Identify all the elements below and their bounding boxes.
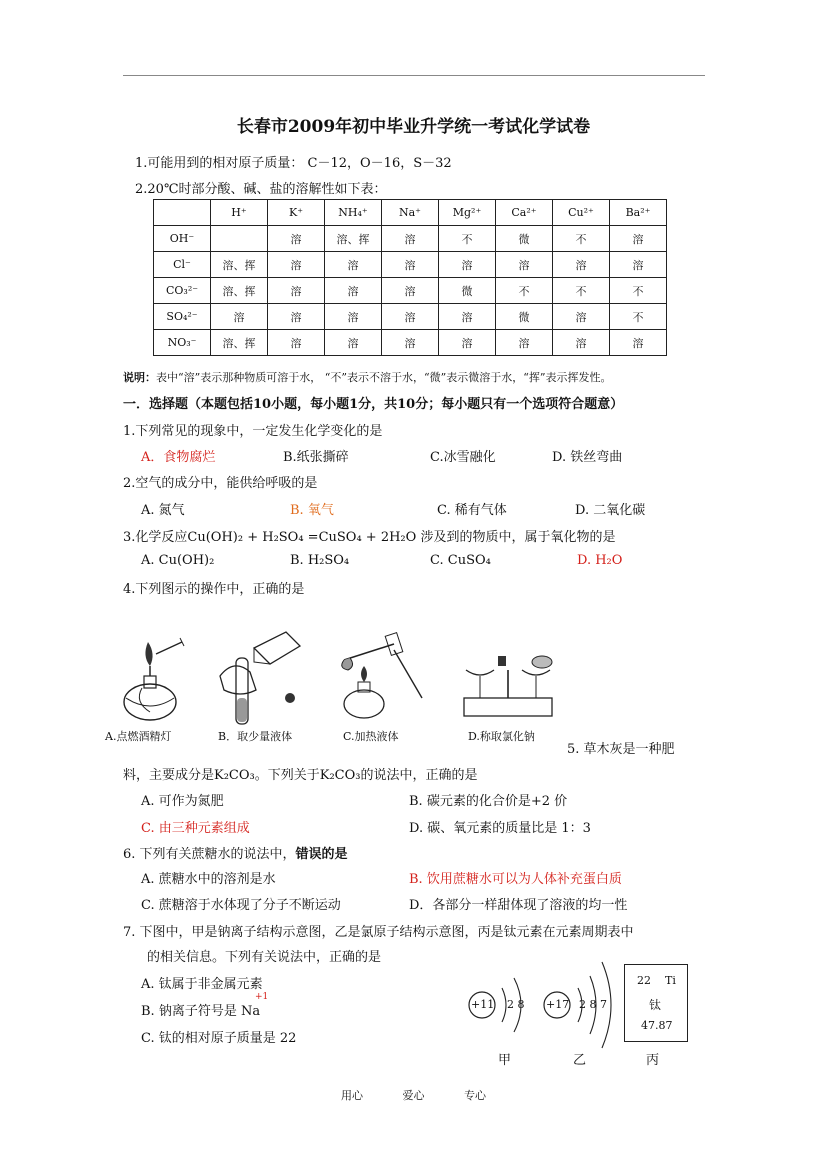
table-cell: 溶 <box>610 330 667 356</box>
table-cell: 溶 <box>325 330 382 356</box>
chlorine-label: 乙 <box>573 1053 587 1068</box>
q2-stem: 2.空气的成分中，能供给呼吸的是 <box>123 476 318 491</box>
header-rule <box>123 75 705 76</box>
figure-c-caption: C.加热液体 <box>343 730 399 743</box>
table-row-label: CO₃²⁻ <box>154 278 211 304</box>
footer-item: 用心 <box>341 1089 363 1102</box>
q2-option-d: D. 二氧化碳 <box>575 503 646 518</box>
table-cell: 溶 <box>553 330 610 356</box>
q6-option-a: A. 蔗糖水中的溶剂是水 <box>141 872 276 887</box>
table-header-cell: NH₄⁺ <box>325 200 382 226</box>
q4-stem: 4.下列图示的操作中，正确的是 <box>123 582 305 597</box>
table-header-cell: Ca²⁺ <box>496 200 553 226</box>
table-cell: 溶、挥 <box>211 252 268 278</box>
q6-option-d: D．各部分一样甜体现了溶液的均一性 <box>409 898 628 913</box>
table-cell: 溶 <box>268 252 325 278</box>
page-footer <box>0 1087 827 1103</box>
info-line-2: 2.20℃时部分酸、碱、盐的溶解性如下表： <box>135 182 387 197</box>
table-cell: 溶 <box>268 278 325 304</box>
figure-b-take-liquid <box>210 628 310 728</box>
table-note <box>123 369 611 385</box>
table-cell: 溶 <box>610 226 667 252</box>
table-cell: 溶 <box>439 330 496 356</box>
sodium-shells: 2 8 <box>507 998 525 1011</box>
q2-option-c: C. 稀有气体 <box>437 503 507 518</box>
table-header-cell: H⁺ <box>211 200 268 226</box>
table-header-cell: Ba²⁺ <box>610 200 667 226</box>
table-header-cell: Mg²⁺ <box>439 200 496 226</box>
figure-b-caption: B．取少量液体 <box>218 730 293 743</box>
titanium-mass: 47.87 <box>641 1019 673 1032</box>
q6-stem <box>123 843 348 862</box>
table-cell: 溶 <box>325 304 382 330</box>
titanium-label: 丙 <box>646 1053 660 1068</box>
table-cell: 溶 <box>268 330 325 356</box>
section-heading: 一．选择题（本题包括10小题，每小题1分，共10分；每小题只有一个选项符合题意） <box>123 397 624 412</box>
table-cell: 溶、挥 <box>325 226 382 252</box>
q1-option-c: C.冰雪融化 <box>430 450 496 465</box>
q7-option-c: C. 钛的相对原子质量是 22 <box>141 1031 297 1046</box>
q3-option-d: D. H₂O <box>577 553 623 568</box>
sodium-label: 甲 <box>498 1053 512 1068</box>
q5-stem-a: 5. 草木灰是一种肥 <box>567 742 675 757</box>
figure-d-caption: D.称取氯化钠 <box>468 730 535 743</box>
table-row-label: OH⁻ <box>154 226 211 252</box>
table-cell: 溶 <box>439 304 496 330</box>
q1-option-b: B.纸张撕碎 <box>283 450 349 465</box>
table-cell: 溶 <box>268 226 325 252</box>
table-cell: 溶 <box>268 304 325 330</box>
q3-option-b: B. H₂SO₄ <box>290 553 350 568</box>
titanium-symbol: Ti <box>665 974 676 987</box>
table-cell: 溶、挥 <box>211 278 268 304</box>
q5-option-d: D. 碳、氧元素的质量比是 1：3 <box>409 821 591 836</box>
note-text: 表中“溶”表示那种物质可溶于水， “不”表示不溶于水，“微”表示微溶于水，“挥”表示挥发性。 <box>156 371 612 384</box>
q5-option-b: B. 碳元素的化合价是+2 价 <box>409 794 568 809</box>
table-row <box>154 252 667 278</box>
q7-option-b-text: B. 钠离子符号是 Na <box>141 1004 261 1019</box>
table-row-label: NO₃⁻ <box>154 330 211 356</box>
figure-a-caption: A.点燃酒精灯 <box>105 730 172 743</box>
footer-item: 专心 <box>464 1089 486 1102</box>
q2-option-a: A. 氮气 <box>141 503 185 518</box>
page-title: 长春市2009年初中毕业升学统一考试化学试卷 <box>236 117 591 137</box>
q1-stem: 1.下列常见的现象中，一定发生化学变化的是 <box>123 424 383 439</box>
table-cell: 溶 <box>496 330 553 356</box>
q3-stem: 3.化学反应Cu(OH)₂ + H₂SO₄ =CuSO₄ + 2H₂O 涉及到的物质中，属于氧化物的是 <box>123 530 616 545</box>
q5-option-c: C. 由三种元素组成 <box>141 821 250 836</box>
table-cell: 不 <box>496 278 553 304</box>
table-cell: 溶 <box>211 304 268 330</box>
q6-stem-text: 6. 下列有关蔗糖水的说法中， <box>123 847 296 862</box>
q5-stem-b: 料，主要成分是K₂CO₃。下列关于K₂CO₃的说法中，正确的是 <box>123 768 478 783</box>
solubility-table <box>153 199 667 356</box>
table-cell: 溶 <box>325 252 382 278</box>
table-cell: 溶、挥 <box>211 330 268 356</box>
q5-option-a: A. 可作为氮肥 <box>141 794 224 809</box>
table-cell: 溶 <box>382 252 439 278</box>
chlorine-shells: 2 8 7 <box>579 998 607 1011</box>
table-cell: 不 <box>439 226 496 252</box>
table-cell: 不 <box>553 226 610 252</box>
q1-option-a: A．食物腐烂 <box>141 450 216 465</box>
table-row <box>154 304 667 330</box>
info-line-1: 1.可能用到的相对原子质量： C－12，O－16，S－32 <box>135 156 452 171</box>
table-cell: 微 <box>496 226 553 252</box>
table-cell: 溶 <box>496 252 553 278</box>
q3-option-c: C. CuSO₄ <box>430 553 491 568</box>
q7-option-b-charge: +1 <box>255 992 269 1002</box>
figure-d-balance <box>458 648 558 724</box>
table-row <box>154 226 667 252</box>
chlorine-nucleus: +17 <box>546 998 570 1011</box>
q6-option-b: B. 饮用蔗糖水可以为人体补充蛋白质 <box>409 872 622 887</box>
table-cell: 微 <box>496 304 553 330</box>
table-header-cell: Cu²⁺ <box>553 200 610 226</box>
table-row <box>154 278 667 304</box>
table-cell: 不 <box>610 278 667 304</box>
footer-item: 爱心 <box>402 1089 425 1102</box>
titanium-cell <box>624 964 688 1042</box>
q2-option-b: B. 氧气 <box>290 503 334 518</box>
figure-a-alcohol-lamp <box>112 632 192 727</box>
q1-option-d: D. 铁丝弯曲 <box>552 450 623 465</box>
figure-c-heat-liquid <box>330 630 430 726</box>
q7-option-b <box>141 992 269 1019</box>
table-cell: 溶 <box>382 278 439 304</box>
table-cell: 溶 <box>382 330 439 356</box>
table-cell: 溶 <box>325 278 382 304</box>
table-cell: 溶 <box>382 226 439 252</box>
table-header-cell <box>154 200 211 226</box>
table-header-row <box>154 200 667 226</box>
table-cell: 不 <box>610 304 667 330</box>
table-cell: 溶 <box>382 304 439 330</box>
q7-stem-a: 7. 下图中，甲是钠离子结构示意图，乙是氯原子结构示意图，丙是钛元素在元素周期表中 <box>123 925 634 940</box>
table-cell: 微 <box>439 278 496 304</box>
q3-option-a: A. Cu(OH)₂ <box>141 553 215 568</box>
table-cell: 溶 <box>610 252 667 278</box>
titanium-number: 22 <box>637 974 651 987</box>
q6-option-c: C. 蔗糖溶于水体现了分子不断运动 <box>141 898 341 913</box>
q7-stem-b: 的相关信息。下列有关说法中，正确的是 <box>147 950 382 965</box>
sodium-nucleus: +11 <box>471 998 495 1011</box>
table-cell <box>211 226 268 252</box>
table-cell: 不 <box>553 278 610 304</box>
q7-option-a: A. 钛属于非金属元素 <box>141 977 263 992</box>
titanium-name: 钛 <box>649 998 662 1012</box>
table-cell: 溶 <box>439 252 496 278</box>
table-cell: 溶 <box>553 304 610 330</box>
table-header-cell: Na⁺ <box>382 200 439 226</box>
table-row-label: SO₄²⁻ <box>154 304 211 330</box>
table-cell: 溶 <box>553 252 610 278</box>
note-label: 说明： <box>123 371 156 384</box>
table-row <box>154 330 667 356</box>
q6-stem-bold: 错误的是 <box>295 847 348 862</box>
table-row-label: Cl⁻ <box>154 252 211 278</box>
table-header-cell: K⁺ <box>268 200 325 226</box>
